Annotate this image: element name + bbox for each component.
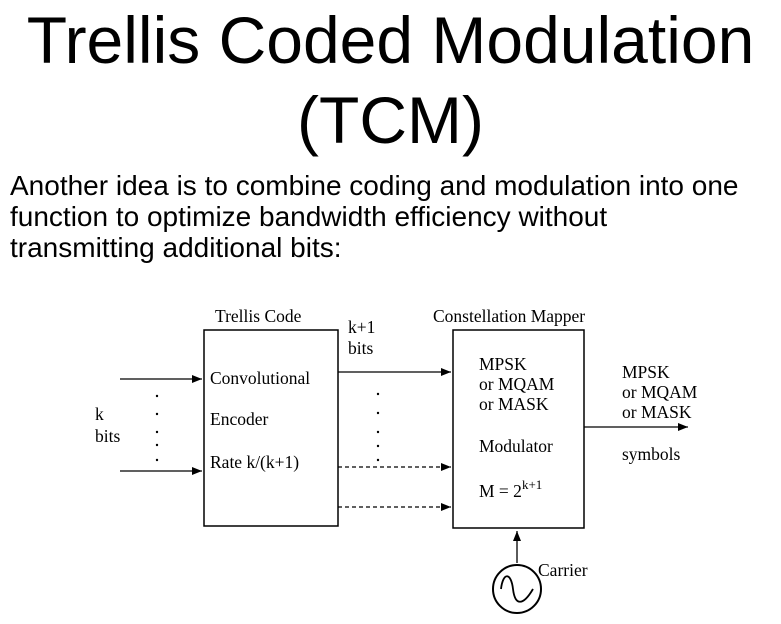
mapper-block-line-2: or MQAM xyxy=(479,374,555,394)
page-title: Trellis Coded Modulation xyxy=(26,3,755,77)
input-label-k: k xyxy=(95,404,104,424)
mapper-formula-exponent: k+1 xyxy=(521,477,543,492)
mapper-block-line-3: or MASK xyxy=(479,394,549,414)
mapper-block-line-1: MPSK xyxy=(479,354,527,374)
trellis-block-header: Trellis Code xyxy=(215,306,302,326)
mapper-block-header: Constellation Mapper xyxy=(433,306,586,326)
output-label-symbols: symbols xyxy=(622,444,681,464)
mid-label-bits: bits xyxy=(348,338,374,358)
input-ellipsis-dots xyxy=(156,395,158,461)
intro-line-2: function to optimize bandwidth efficiency without xyxy=(10,201,608,232)
trellis-block-line-1: Convolutional xyxy=(210,368,311,388)
trellis-block-line-2: Encoder xyxy=(210,409,269,429)
mapper-formula-base: M = 2 xyxy=(479,481,522,501)
output-label-line-1: MPSK xyxy=(622,362,670,382)
mapper-formula xyxy=(479,477,542,501)
carrier-label: Carrier xyxy=(538,560,588,580)
sine-wave-icon xyxy=(501,576,533,602)
mid-label-k-plus-1: k+1 xyxy=(348,317,376,337)
output-label-line-3: or MASK xyxy=(622,402,692,422)
page-title-abbreviation: (TCM) xyxy=(297,83,484,157)
mid-ellipsis-dots xyxy=(377,393,379,461)
intro-line-3: transmitting additional bits: xyxy=(10,232,342,263)
input-label-bits: bits xyxy=(95,426,121,446)
intro-line-1: Another idea is to combine coding and modulation into one xyxy=(10,170,739,201)
mapper-block-line-4: Modulator xyxy=(479,436,553,456)
output-label-line-2: or MQAM xyxy=(622,382,698,402)
trellis-block-line-3: Rate k/(k+1) xyxy=(210,452,300,472)
carrier-oscillator-icon xyxy=(493,565,541,613)
